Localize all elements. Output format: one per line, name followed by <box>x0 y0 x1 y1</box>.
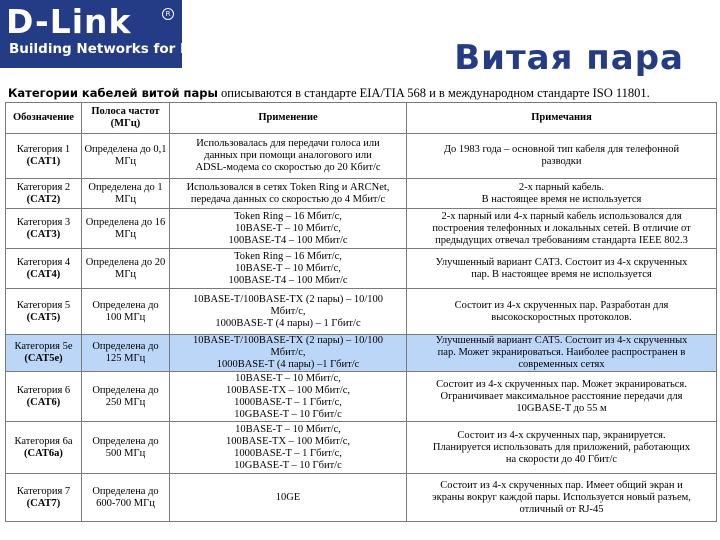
usage-cell <box>170 289 407 335</box>
usage-line: Token Ring – 16 Мбит/с, <box>234 210 342 222</box>
table-row <box>6 249 717 289</box>
usage-line: 100BASE-TX – 100 Мбит/с, <box>225 435 351 447</box>
usage-line: ADSL-модема со скоростью до 20 Кбит/с <box>195 162 381 173</box>
category-code: (CAT6) <box>26 396 61 408</box>
notes-line: пар. В настоящее время не используется <box>471 268 652 280</box>
category-name: Категория 3 <box>16 216 71 228</box>
category-name: Категория 4 <box>16 256 71 268</box>
notes-cell <box>407 289 717 335</box>
notes-line: предыдущих отвечал требованиям стандарта IEEE 802.3 <box>435 234 688 246</box>
usage-line: 10BASE-T – 10 Мбит/с, <box>235 423 341 435</box>
usage-line: Использовался в сетях Token Ring и ARCNet, <box>186 181 390 193</box>
category-cell <box>6 134 82 179</box>
category-name: Категория 6a <box>14 435 73 447</box>
logo-brand: D-Link <box>6 2 132 41</box>
usage-line: 10GBASE-T – 10 Гбит/с <box>234 459 342 471</box>
bandwidth-cell: Определена до 250 МГц <box>82 372 170 422</box>
category-name: Категория 6 <box>16 384 71 396</box>
notes-line: Состоит из 4-х скрученных пар. Имеет общий экран и <box>440 479 683 491</box>
header-usage: Применение <box>170 103 407 134</box>
logo-tagline: Building Networks for People <box>9 41 232 57</box>
table-row <box>6 422 717 474</box>
table-header-row <box>6 103 717 134</box>
table-row <box>6 209 717 249</box>
notes-line: Планируется использовать для приложений, работающих <box>432 441 691 453</box>
usage-line: 10BASE-T – 10 Мбит/с, <box>235 222 341 234</box>
usage-line: 1000BASE-T (4 пары) – 1 Гбит/с <box>215 317 361 329</box>
category-code: (CAT5e) <box>24 353 63 364</box>
category-code: (CAT5) <box>26 311 61 323</box>
notes-line: отличный от RJ-45 <box>519 503 604 515</box>
notes-line: пар. Может экранироваться. Наиболее распространен в <box>437 347 686 358</box>
cable-categories-table <box>5 102 717 522</box>
intro-rest: описываются в стандарте EIA/TIA 568 и в международном стандарте ISO 11801. <box>217 86 650 100</box>
usage-cell <box>170 249 407 289</box>
notes-line: 2-х парный или 4-х парный кабель использовался для <box>441 210 682 222</box>
usage-line: Использовалась для передачи голоса или <box>196 138 380 149</box>
notes-line: современных сетях <box>518 359 605 370</box>
bandwidth-cell: Определена до 100 МГц <box>82 289 170 335</box>
category-cell <box>6 289 82 335</box>
notes-line: Улучшенный вариант CAT5. Состоит из 4-х скрученных <box>435 335 688 346</box>
notes-line: построения телефонных и локальных сетей. В отличие от <box>432 222 691 234</box>
category-code: (CAT1) <box>26 156 61 167</box>
usage-cell <box>170 372 407 422</box>
notes-cell <box>407 134 717 179</box>
notes-line: высокоскоростных протоколов. <box>491 311 632 323</box>
registered-mark: R <box>162 8 174 20</box>
category-code: (CAT6a) <box>24 447 63 459</box>
notes-line: 10GBASE-T до 55 м <box>516 402 607 414</box>
usage-line: 10GE <box>275 491 301 503</box>
notes-cell <box>407 179 717 209</box>
bandwidth-cell: Определена до 16 МГц <box>82 209 170 249</box>
usage-line: 10BASE-T/100BASE-TX (2 пары) – 10/100 <box>193 293 383 305</box>
usage-cell <box>170 179 407 209</box>
usage-cell <box>170 134 407 179</box>
notes-line: экраны вокруг каждой пары. Используется новый разъем, <box>432 491 691 503</box>
usage-line: 10BASE-T – 10 Мбит/с, <box>235 372 341 384</box>
category-name: Категория 1 <box>16 144 71 155</box>
notes-line: на скорости до 40 Гбит/с <box>505 453 618 465</box>
category-cell <box>6 422 82 474</box>
category-cell <box>6 249 82 289</box>
table-row <box>6 179 717 209</box>
notes-line: 2-х парный кабель. <box>518 181 605 193</box>
notes-cell <box>407 249 717 289</box>
table-row <box>6 134 717 179</box>
notes-cell <box>407 372 717 422</box>
intro-text <box>8 86 714 101</box>
category-code: (CAT2) <box>26 193 61 205</box>
usage-cell <box>170 209 407 249</box>
bandwidth-cell: Определена до 600-700 МГц <box>82 474 170 522</box>
notes-cell <box>407 422 717 474</box>
category-cell <box>6 179 82 209</box>
table-row <box>6 289 717 335</box>
dlink-logo <box>0 0 232 68</box>
bandwidth-cell: Определена до 1 МГц <box>82 179 170 209</box>
usage-line: 1000BASE-T (4 пары) –1 Гбит/с <box>216 359 360 370</box>
category-cell <box>6 372 82 422</box>
notes-line: До 1983 года – основной тип кабеля для телефонной <box>443 144 680 155</box>
category-code: (CAT3) <box>26 228 61 240</box>
table-row <box>6 474 717 522</box>
bandwidth-cell: Определена до 20 МГц <box>82 249 170 289</box>
notes-line: разводки <box>541 156 582 167</box>
usage-line: Мбит/с, <box>270 305 306 317</box>
slide-title: Витая пара <box>454 38 684 78</box>
category-name: Категория 5e <box>14 341 73 352</box>
usage-line: 100BASE-TX – 100 Мбит/с, <box>225 384 351 396</box>
notes-line: Состоит из 4-х скрученных пар. Может экранироваться. <box>436 378 687 390</box>
header-bandwidth: Полоса частот (МГц) <box>82 103 170 134</box>
category-cell <box>6 335 82 372</box>
category-code: (CAT4) <box>26 268 61 280</box>
header-notes: Примечания <box>407 103 717 134</box>
notes-cell <box>407 335 717 372</box>
usage-line: 100BASE-T4 – 100 Мбит/с <box>228 274 348 286</box>
table-row <box>6 335 717 372</box>
category-name: Категория 7 <box>16 485 71 497</box>
usage-cell <box>170 474 407 522</box>
category-code: (CAT7) <box>26 497 61 509</box>
usage-line: Token Ring – 16 Мбит/с, <box>234 250 342 262</box>
category-name: Категория 5 <box>16 299 71 311</box>
usage-line: 10GBASE-T – 10 Гбит/с <box>234 408 342 420</box>
notes-line: Улучшенный вариант CAT3. Состоит из 4-х скрученных <box>435 256 688 268</box>
notes-line: Состоит из 4-х скрученных пар, экранируется. <box>457 429 666 441</box>
bandwidth-cell: Определена до 125 МГц <box>82 335 170 372</box>
category-cell <box>6 474 82 522</box>
usage-cell <box>170 422 407 474</box>
bandwidth-cell: Определена до 500 МГц <box>82 422 170 474</box>
usage-line: передача данных со скоростью до 4 Мбит/с <box>190 193 386 205</box>
usage-line: Мбит/с, <box>270 347 306 358</box>
usage-cell <box>170 335 407 372</box>
usage-line: 1000BASE-T – 1 Гбит/с, <box>234 447 342 459</box>
notes-line: Ограничивает максимальное расстояние передачи для <box>440 390 683 402</box>
usage-line: данных при помощи аналогового или <box>204 150 372 161</box>
notes-cell <box>407 209 717 249</box>
usage-line: 10BASE-T/100BASE-TX (2 пары) – 10/100 <box>193 335 383 346</box>
category-cell <box>6 209 82 249</box>
intro-bold: Категории кабелей витой пары <box>8 86 218 100</box>
header-designation: Обозначение <box>6 103 82 134</box>
notes-cell <box>407 474 717 522</box>
usage-line: 100BASE-T4 – 100 Мбит/с <box>228 234 348 246</box>
usage-line: 10BASE-T – 10 Мбит/с, <box>235 262 341 274</box>
notes-line: Состоит из 4-х скрученных пар. Разработан для <box>454 299 669 311</box>
usage-line: 1000BASE-T – 1 Гбит/с, <box>234 396 342 408</box>
bandwidth-cell: Определена до 0,1 МГц <box>82 134 170 179</box>
category-name: Категория 2 <box>16 181 71 193</box>
table-row <box>6 372 717 422</box>
notes-line: В настоящее время не используется <box>481 193 642 205</box>
